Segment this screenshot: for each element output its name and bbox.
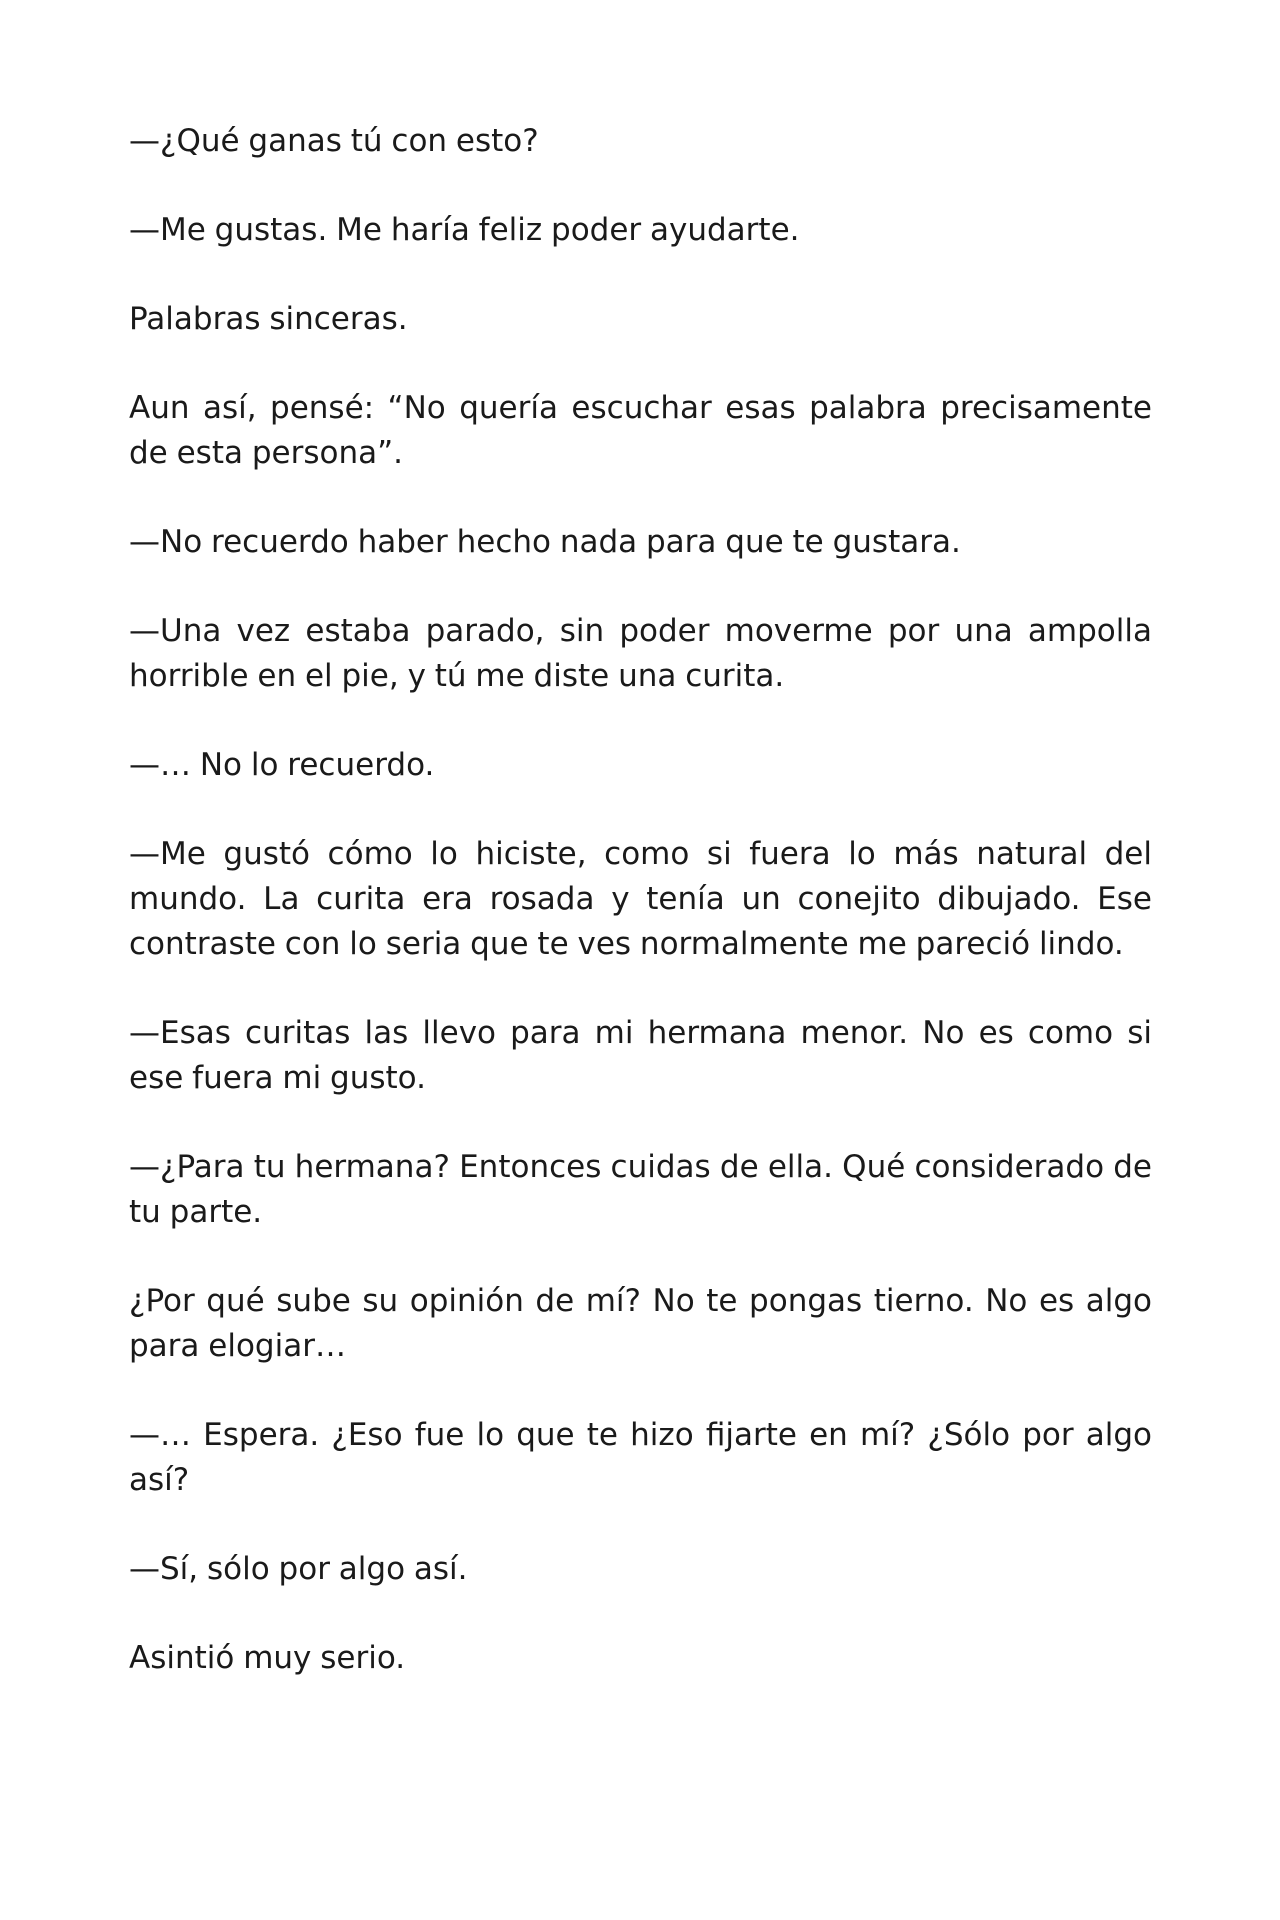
paragraph-2: —Me gustas. Me haría feliz poder ayudarte. [129, 212, 800, 248]
paragraph-11: ¿Por qué sube su opinión de mí? No te pongas tierno. No es algo para elogiar… [129, 1283, 1152, 1364]
paragraph-6: —Una vez estaba parado, sin poder moverme por una ampolla horrible en el pie, y tú me diste una curita. [129, 613, 1152, 694]
paragraph-8: —Me gustó cómo lo hiciste, como si fuera lo más natural del mundo. La curita era rosada y tenía un conejito dibujado. Ese contraste con lo seria que te ves normalmente me pareció lindo. [129, 836, 1152, 962]
paragraph-1: —¿Qué ganas tú con esto? [129, 123, 539, 159]
paragraph-9: —Esas curitas las llevo para mi hermana menor. No es como si ese fuera mi gusto. [129, 1015, 1152, 1096]
paragraph-12: —… Espera. ¿Eso fue lo que te hizo fijarte en mí? ¿Sólo por algo así? [129, 1417, 1152, 1498]
paragraph-5: —No recuerdo haber hecho nada para que te gustara. [129, 524, 961, 560]
document-page [129, 119, 1152, 1725]
paragraph-7: —… No lo recuerdo. [129, 747, 435, 783]
paragraph-4: Aun así, pensé: “No quería escuchar esas palabra precisamente de esta persona”. [129, 390, 1152, 471]
paragraph-3: Palabras sinceras. [129, 301, 408, 337]
paragraph-14: Asintió muy serio. [129, 1640, 406, 1676]
paragraph-13: —Sí, sólo por algo así. [129, 1551, 468, 1587]
paragraph-10: —¿Para tu hermana? Entonces cuidas de ella. Qué considerado de tu parte. [129, 1149, 1152, 1230]
